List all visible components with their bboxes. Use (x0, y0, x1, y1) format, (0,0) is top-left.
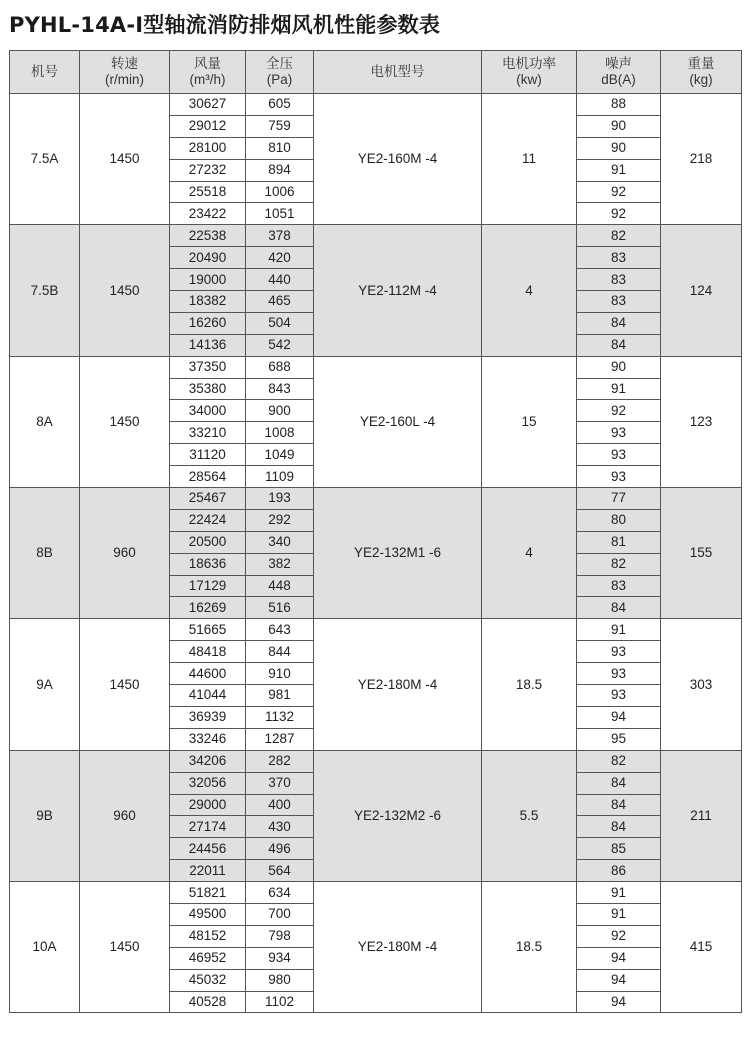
header-pressure: 全压 (Pa) (246, 51, 314, 94)
pressure-cell: 440 (246, 269, 314, 291)
header-motor: 电机型号 (314, 51, 482, 94)
pressure-cell: 634 (246, 882, 314, 904)
speed-cell: 1450 (80, 882, 170, 1013)
motor-cell: YE2-180M -4 (314, 882, 482, 1013)
airflow-cell: 24456 (170, 838, 246, 860)
noise-cell: 80 (577, 509, 661, 531)
pressure-cell: 1102 (246, 991, 314, 1013)
noise-cell: 77 (577, 488, 661, 510)
motor-cell: YE2-132M1 -6 (314, 488, 482, 619)
pressure-cell: 542 (246, 334, 314, 356)
header-speed: 转速 (r/min) (80, 51, 170, 94)
power-cell: 5.5 (482, 750, 577, 881)
noise-cell: 83 (577, 269, 661, 291)
table-row (10, 94, 742, 116)
pressure-cell: 1051 (246, 203, 314, 225)
motor-cell: YE2-132M2 -6 (314, 750, 482, 881)
pressure-cell: 981 (246, 685, 314, 707)
airflow-cell: 35380 (170, 378, 246, 400)
pressure-cell: 843 (246, 378, 314, 400)
pressure-cell: 900 (246, 400, 314, 422)
model-cell: 9B (10, 750, 80, 881)
fan-spec-table (9, 50, 742, 1013)
power-cell: 4 (482, 225, 577, 356)
pressure-cell: 400 (246, 794, 314, 816)
pressure-cell: 430 (246, 816, 314, 838)
airflow-cell: 25518 (170, 181, 246, 203)
noise-cell: 84 (577, 334, 661, 356)
noise-cell: 82 (577, 750, 661, 772)
noise-cell: 90 (577, 115, 661, 137)
pressure-cell: 516 (246, 597, 314, 619)
noise-cell: 84 (577, 597, 661, 619)
airflow-cell: 44600 (170, 663, 246, 685)
pressure-cell: 282 (246, 750, 314, 772)
pressure-cell: 1008 (246, 422, 314, 444)
power-cell: 15 (482, 356, 577, 487)
noise-cell: 93 (577, 466, 661, 488)
noise-cell: 93 (577, 444, 661, 466)
pressure-cell: 894 (246, 159, 314, 181)
pressure-cell: 1049 (246, 444, 314, 466)
pressure-cell: 1132 (246, 706, 314, 728)
noise-cell: 91 (577, 903, 661, 925)
weight-cell: 155 (661, 488, 742, 619)
pressure-cell: 798 (246, 925, 314, 947)
noise-cell: 83 (577, 575, 661, 597)
airflow-cell: 20500 (170, 531, 246, 553)
weight-cell: 218 (661, 94, 742, 225)
noise-cell: 82 (577, 225, 661, 247)
noise-cell: 94 (577, 969, 661, 991)
pressure-cell: 1109 (246, 466, 314, 488)
pressure-cell: 605 (246, 94, 314, 116)
airflow-cell: 46952 (170, 947, 246, 969)
noise-cell: 84 (577, 312, 661, 334)
header-noise: 噪声 dB(A) (577, 51, 661, 94)
noise-cell: 83 (577, 291, 661, 313)
model-cell: 7.5A (10, 94, 80, 225)
airflow-cell: 28100 (170, 137, 246, 159)
airflow-cell: 22011 (170, 860, 246, 882)
model-cell: 8A (10, 356, 80, 487)
airflow-cell: 18382 (170, 291, 246, 313)
pressure-cell: 564 (246, 860, 314, 882)
pressure-cell: 340 (246, 531, 314, 553)
airflow-cell: 45032 (170, 969, 246, 991)
power-cell: 18.5 (482, 619, 577, 750)
pressure-cell: 370 (246, 772, 314, 794)
noise-cell: 92 (577, 400, 661, 422)
weight-cell: 124 (661, 225, 742, 356)
pressure-cell: 810 (246, 137, 314, 159)
airflow-cell: 18636 (170, 553, 246, 575)
airflow-cell: 41044 (170, 685, 246, 707)
noise-cell: 92 (577, 181, 661, 203)
airflow-cell: 51821 (170, 882, 246, 904)
pressure-cell: 193 (246, 488, 314, 510)
noise-cell: 94 (577, 991, 661, 1013)
airflow-cell: 29000 (170, 794, 246, 816)
airflow-cell: 36939 (170, 706, 246, 728)
noise-cell: 82 (577, 553, 661, 575)
airflow-cell: 16260 (170, 312, 246, 334)
pressure-cell: 688 (246, 356, 314, 378)
pressure-cell: 643 (246, 619, 314, 641)
noise-cell: 84 (577, 772, 661, 794)
speed-cell: 1450 (80, 619, 170, 750)
airflow-cell: 25467 (170, 488, 246, 510)
pressure-cell: 934 (246, 947, 314, 969)
airflow-cell: 14136 (170, 334, 246, 356)
noise-cell: 93 (577, 422, 661, 444)
pressure-cell: 1287 (246, 728, 314, 750)
noise-cell: 86 (577, 860, 661, 882)
airflow-cell: 22538 (170, 225, 246, 247)
airflow-cell: 49500 (170, 903, 246, 925)
table-row (10, 488, 742, 510)
speed-cell: 960 (80, 488, 170, 619)
airflow-cell: 34206 (170, 750, 246, 772)
motor-cell: YE2-180M -4 (314, 619, 482, 750)
table-row (10, 225, 742, 247)
airflow-cell: 37350 (170, 356, 246, 378)
table-row (10, 356, 742, 378)
airflow-cell: 28564 (170, 466, 246, 488)
motor-cell: YE2-160L -4 (314, 356, 482, 487)
noise-cell: 85 (577, 838, 661, 860)
airflow-cell: 32056 (170, 772, 246, 794)
noise-cell: 93 (577, 641, 661, 663)
pressure-cell: 1006 (246, 181, 314, 203)
pressure-cell: 980 (246, 969, 314, 991)
noise-cell: 91 (577, 619, 661, 641)
speed-cell: 1450 (80, 94, 170, 225)
power-cell: 11 (482, 94, 577, 225)
noise-cell: 91 (577, 378, 661, 400)
noise-cell: 93 (577, 663, 661, 685)
pressure-cell: 700 (246, 903, 314, 925)
noise-cell: 91 (577, 159, 661, 181)
header-power: 电机功率 (kw) (482, 51, 577, 94)
page-title: PYHL-14A-Ⅰ型轴流消防排烟风机性能参数表 (9, 13, 441, 37)
noise-cell: 91 (577, 882, 661, 904)
airflow-cell: 19000 (170, 269, 246, 291)
airflow-cell: 27232 (170, 159, 246, 181)
weight-cell: 123 (661, 356, 742, 487)
weight-cell: 211 (661, 750, 742, 881)
pressure-cell: 420 (246, 247, 314, 269)
airflow-cell: 33210 (170, 422, 246, 444)
noise-cell: 83 (577, 247, 661, 269)
noise-cell: 84 (577, 794, 661, 816)
airflow-cell: 22424 (170, 509, 246, 531)
pressure-cell: 910 (246, 663, 314, 685)
airflow-cell: 51665 (170, 619, 246, 641)
header-weight: 重量 (kg) (661, 51, 742, 94)
airflow-cell: 27174 (170, 816, 246, 838)
model-cell: 7.5B (10, 225, 80, 356)
noise-cell: 94 (577, 706, 661, 728)
header-airflow: 风量 (m³/h) (170, 51, 246, 94)
airflow-cell: 17129 (170, 575, 246, 597)
noise-cell: 94 (577, 947, 661, 969)
table-row (10, 882, 742, 904)
noise-cell: 88 (577, 94, 661, 116)
model-cell: 10A (10, 882, 80, 1013)
airflow-cell: 23422 (170, 203, 246, 225)
noise-cell: 95 (577, 728, 661, 750)
pressure-cell: 448 (246, 575, 314, 597)
model-cell: 9A (10, 619, 80, 750)
airflow-cell: 48152 (170, 925, 246, 947)
model-cell: 8B (10, 488, 80, 619)
airflow-cell: 16269 (170, 597, 246, 619)
noise-cell: 92 (577, 925, 661, 947)
pressure-cell: 378 (246, 225, 314, 247)
pressure-cell: 504 (246, 312, 314, 334)
airflow-cell: 33246 (170, 728, 246, 750)
airflow-cell: 30627 (170, 94, 246, 116)
power-cell: 18.5 (482, 882, 577, 1013)
pressure-cell: 465 (246, 291, 314, 313)
pressure-cell: 292 (246, 509, 314, 531)
power-cell: 4 (482, 488, 577, 619)
pressure-cell: 382 (246, 553, 314, 575)
noise-cell: 90 (577, 356, 661, 378)
airflow-cell: 29012 (170, 115, 246, 137)
airflow-cell: 20490 (170, 247, 246, 269)
airflow-cell: 40528 (170, 991, 246, 1013)
weight-cell: 303 (661, 619, 742, 750)
noise-cell: 90 (577, 137, 661, 159)
pressure-cell: 759 (246, 115, 314, 137)
noise-cell: 81 (577, 531, 661, 553)
speed-cell: 1450 (80, 356, 170, 487)
motor-cell: YE2-160M -4 (314, 94, 482, 225)
table-body (10, 94, 742, 1013)
weight-cell: 415 (661, 882, 742, 1013)
speed-cell: 960 (80, 750, 170, 881)
header-model: 机号 (10, 51, 80, 94)
airflow-cell: 34000 (170, 400, 246, 422)
pressure-cell: 844 (246, 641, 314, 663)
noise-cell: 93 (577, 685, 661, 707)
motor-cell: YE2-112M -4 (314, 225, 482, 356)
header-row (10, 51, 742, 94)
noise-cell: 84 (577, 816, 661, 838)
noise-cell: 92 (577, 203, 661, 225)
airflow-cell: 48418 (170, 641, 246, 663)
table-row (10, 619, 742, 641)
airflow-cell: 31120 (170, 444, 246, 466)
table-row (10, 750, 742, 772)
speed-cell: 1450 (80, 225, 170, 356)
pressure-cell: 496 (246, 838, 314, 860)
